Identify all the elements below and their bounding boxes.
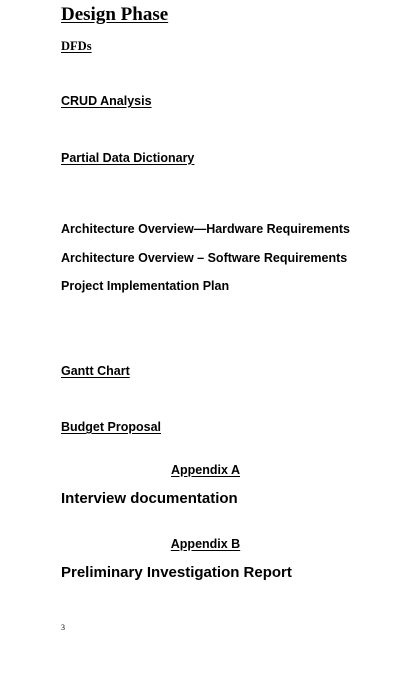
software-requirements-heading: Architecture Overview – Software Requirements — [61, 251, 348, 265]
dfds-heading: DFDs — [61, 39, 92, 53]
page-number: 3 — [61, 623, 65, 632]
appendix-b-heading — [0, 537, 411, 551]
hardware-requirements-heading: Architecture Overview—Hardware Requirements — [61, 222, 350, 236]
page-title: Design Phase — [61, 4, 169, 25]
data-dictionary-heading: Partial Data Dictionary — [61, 151, 195, 165]
appendix-b-label: Appendix B — [170, 537, 241, 551]
appendix-a-title: Interview documentation — [61, 490, 238, 507]
implementation-plan-heading: Project Implementation Plan — [61, 279, 230, 293]
gantt-chart-heading: Gantt Chart — [61, 364, 130, 378]
budget-proposal-heading: Budget Proposal — [61, 420, 162, 434]
appendix-a-heading — [0, 463, 411, 477]
appendix-a-label: Appendix A — [171, 463, 240, 477]
appendix-b-title: Preliminary Investigation Report — [61, 564, 292, 581]
crud-analysis-heading: CRUD Analysis — [61, 94, 152, 108]
